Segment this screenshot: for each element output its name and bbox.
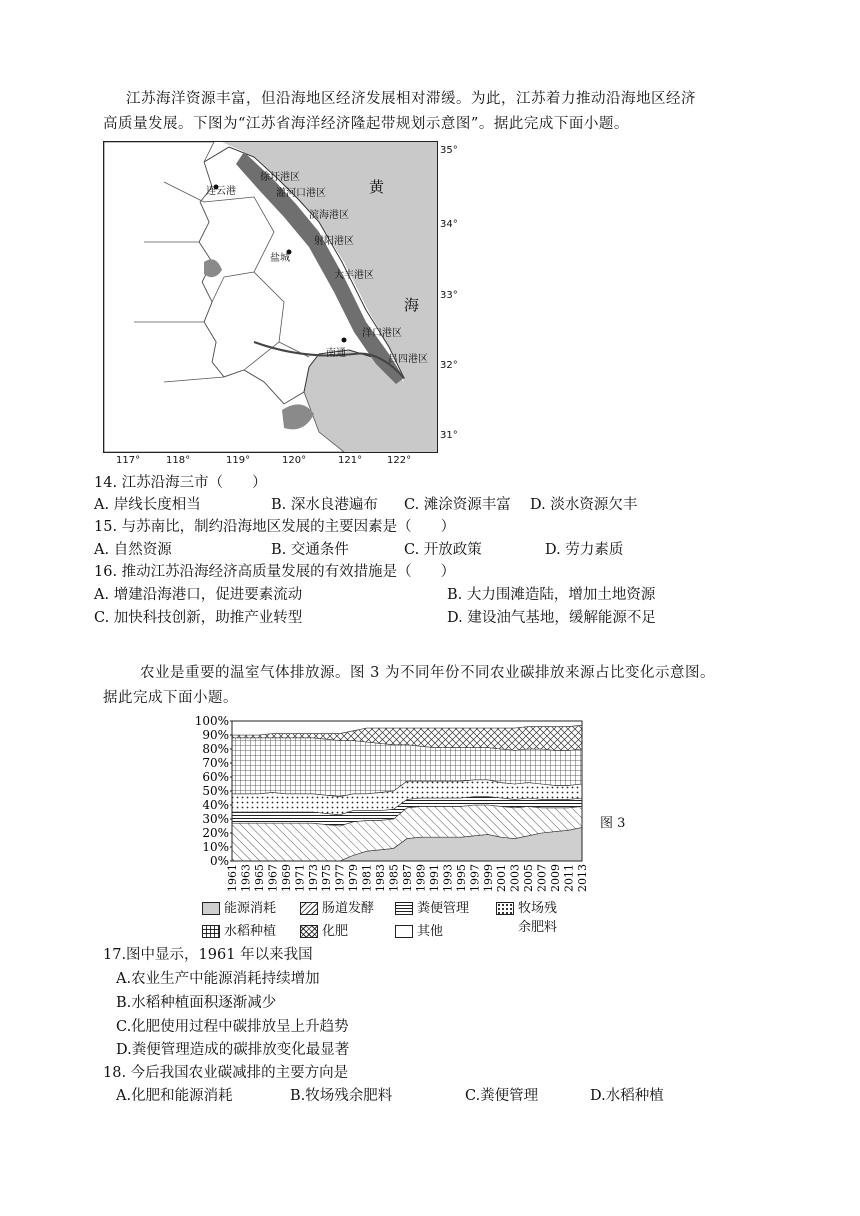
map-port-yangkou: 洋口港区 [362, 328, 402, 339]
y-tick-label: 10% [202, 840, 229, 854]
legend-other-label: 其他 [417, 924, 444, 939]
map-port-dafeng: 大丰港区 [334, 270, 374, 281]
q17-option-b: B.水稻种植面积逐渐减少 [116, 995, 277, 1011]
y-tick-label: 90% [202, 728, 229, 742]
swatch-enteric [300, 902, 318, 915]
q16-option-a: A. 增建沿海港口，促进要素流动 [94, 587, 303, 603]
q16-option-d: D. 建设油气基地，缓解能源不足 [447, 610, 656, 626]
lat-tick-32: 32° [440, 360, 458, 371]
legend-energy [202, 897, 276, 916]
lon-tick-118: 118° [166, 455, 191, 466]
y-tick-label: 40% [202, 798, 229, 812]
x-tick-label: 2007 [535, 864, 549, 892]
x-tick-label: 1965 [252, 864, 266, 892]
swatch-other [395, 925, 413, 938]
intro-line-1: 江苏海洋资源丰富，但沿海地区经济发展相对滞缓。为此，江苏着力推动沿海地区经济 [126, 91, 696, 107]
question-14: 14. 江苏沿海三市（ ） [94, 475, 267, 491]
x-tick-label: 1979 [347, 864, 361, 892]
map-sea-char-1: 黄 [369, 178, 385, 196]
y-tick-label: 100% [194, 715, 229, 728]
q16-option-c: C. 加快科技创新，助推产业转型 [94, 610, 303, 626]
intro-paragraph-1b [103, 111, 823, 137]
legend-enteric-label: 肠道发酵 [322, 901, 375, 916]
map-city-lianyungang: 连云港 [206, 186, 236, 197]
map-graphic [104, 142, 437, 452]
legend-manure-label: 粪便管理 [417, 901, 470, 916]
swatch-manure [395, 902, 413, 915]
x-tick-label: 1981 [360, 864, 374, 892]
y-tick-label: 0% [209, 854, 229, 868]
legend-residue [496, 897, 557, 935]
map-port-sheyang: 射阳港区 [314, 236, 354, 247]
lon-tick-120: 120° [282, 455, 307, 466]
map-sea-char-2: 海 [404, 296, 420, 314]
x-tick-label: 2005 [522, 864, 536, 892]
map-port-lvsi: 吕四港区 [388, 354, 428, 365]
lon-tick-121: 121° [338, 455, 363, 466]
q14-option-c: C. 滩涂资源丰富 [404, 497, 511, 513]
map-port-xuwei: 徐圩港区 [260, 172, 300, 183]
q15-option-d: D. 劳力素质 [545, 542, 624, 558]
map-city-yancheng: 盐城 [270, 253, 290, 264]
map-port-guanhekou: 灌河口港区 [276, 188, 326, 199]
lat-tick-33: 33° [440, 290, 458, 301]
y-axis [195, 715, 232, 868]
x-tick-label: 2003 [508, 864, 522, 892]
y-tick-label: 30% [202, 812, 229, 826]
intro-paragraph-2 [140, 660, 830, 686]
x-tick-label: 1983 [374, 864, 388, 892]
q14-option-d: D. 淡水资源欠丰 [530, 497, 638, 513]
map-port-binhai: 滨海港区 [309, 210, 349, 221]
legend-fertilizer [300, 920, 348, 939]
x-tick-label: 2013 [576, 864, 589, 892]
intro2-line-1: 农业是重要的温室气体排放源。图 3 为不同年份不同农业碳排放来源占比变化示意图。 [140, 665, 715, 681]
x-tick-label: 1999 [481, 864, 495, 892]
chart-svg [190, 715, 650, 905]
x-tick-label: 2011 [562, 864, 576, 892]
question-18: 18. 今后我国农业碳减排的主要方向是 [103, 1065, 349, 1081]
legend-rice-label: 水稻种植 [224, 924, 277, 939]
x-tick-label: 1989 [414, 864, 428, 892]
lat-tick-31: 31° [440, 430, 458, 441]
legend-residue-label-1: 牧场残 [518, 901, 558, 916]
legend-other [395, 920, 443, 939]
q18-option-c: C.粪便管理 [465, 1088, 539, 1104]
x-tick-label: 1971 [293, 864, 307, 892]
lon-tick-117: 117° [116, 455, 141, 466]
q15-option-b: B. 交通条件 [271, 542, 349, 558]
x-tick-label: 1991 [427, 864, 441, 892]
x-tick-label: 1961 [226, 864, 239, 892]
intro-paragraph-2b [103, 685, 803, 711]
question-15: 15. 与苏南比，制约沿海地区发展的主要因素是（ ） [94, 519, 456, 535]
legend-energy-label: 能源消耗 [224, 901, 277, 916]
x-tick-label: 1975 [320, 864, 334, 892]
area-layer [232, 721, 582, 861]
legend-fertilizer-label: 化肥 [322, 924, 349, 939]
lat-tick-35: 35° [440, 145, 458, 156]
question-16: 16. 推动江苏沿海经济高质量发展的有效措施是（ ） [94, 564, 456, 580]
q17-option-d: D.粪便管理造成的碳排放变化最显著 [116, 1042, 350, 1058]
legend-rice [202, 920, 276, 939]
intro-paragraph-1 [126, 86, 826, 112]
x-tick-label: 2001 [495, 864, 509, 892]
figure-label: 图 3 [600, 816, 626, 831]
x-tick-label: 1969 [279, 864, 293, 892]
y-tick-label: 20% [202, 826, 229, 840]
intro-line-2: 高质量发展。下图为“江苏省海洋经济隆起带规划示意图”。据此完成下面小题。 [103, 116, 629, 132]
swatch-fertilizer [300, 925, 318, 938]
lon-tick-119: 119° [226, 455, 251, 466]
map-city-nantong: 南通 [326, 348, 346, 359]
q18-option-b: B.牧场残余肥料 [290, 1088, 393, 1104]
jiangsu-map [103, 141, 438, 453]
q14-option-b: B. 深水良港遍布 [271, 497, 378, 513]
q18-option-d: D.水稻种植 [590, 1088, 664, 1104]
legend-enteric [300, 897, 374, 916]
q15-option-c: C. 开放政策 [404, 542, 482, 558]
legend-manure [395, 897, 469, 916]
lon-tick-122: 122° [387, 455, 412, 466]
y-tick-label: 80% [202, 742, 229, 756]
q16-option-b: B. 大力围滩造陆，增加土地资源 [447, 587, 656, 603]
x-tick-label: 1973 [306, 864, 320, 892]
x-tick-label: 1987 [401, 864, 414, 892]
x-tick-label: 1977 [333, 864, 347, 892]
x-tick-label: 1963 [239, 864, 253, 892]
y-tick-label: 60% [202, 770, 229, 784]
x-tick-label: 1995 [454, 864, 468, 892]
swatch-residue [496, 902, 514, 915]
city-dot-nantong [342, 338, 347, 343]
x-tick-label: 1985 [387, 864, 401, 892]
y-tick-label: 70% [202, 756, 229, 770]
q15-option-a: A. 自然资源 [94, 542, 172, 558]
question-17: 17.图中显示，1961 年以来我国 [103, 947, 313, 963]
q17-option-c: C.化肥使用过程中碳排放呈上升趋势 [116, 1019, 349, 1035]
lat-tick-34: 34° [440, 219, 458, 230]
q14-option-a: A. 岸线长度相当 [94, 497, 201, 513]
x-tick-label: 1993 [441, 864, 455, 892]
x-tick-label: 1997 [468, 864, 482, 892]
y-tick-label: 50% [202, 784, 229, 798]
legend-residue-label-2: 余肥料 [518, 920, 558, 935]
x-tick-label: 2009 [549, 864, 563, 892]
intro2-line-2: 据此完成下面小题。 [103, 690, 238, 706]
swatch-energy [202, 902, 220, 915]
x-tick-label: 1967 [266, 864, 280, 892]
q17-option-a: A.农业生产中能源消耗持续增加 [116, 971, 320, 987]
x-axis [226, 864, 589, 892]
swatch-rice [202, 925, 220, 938]
q18-option-a: A.化肥和能源消耗 [116, 1088, 233, 1104]
